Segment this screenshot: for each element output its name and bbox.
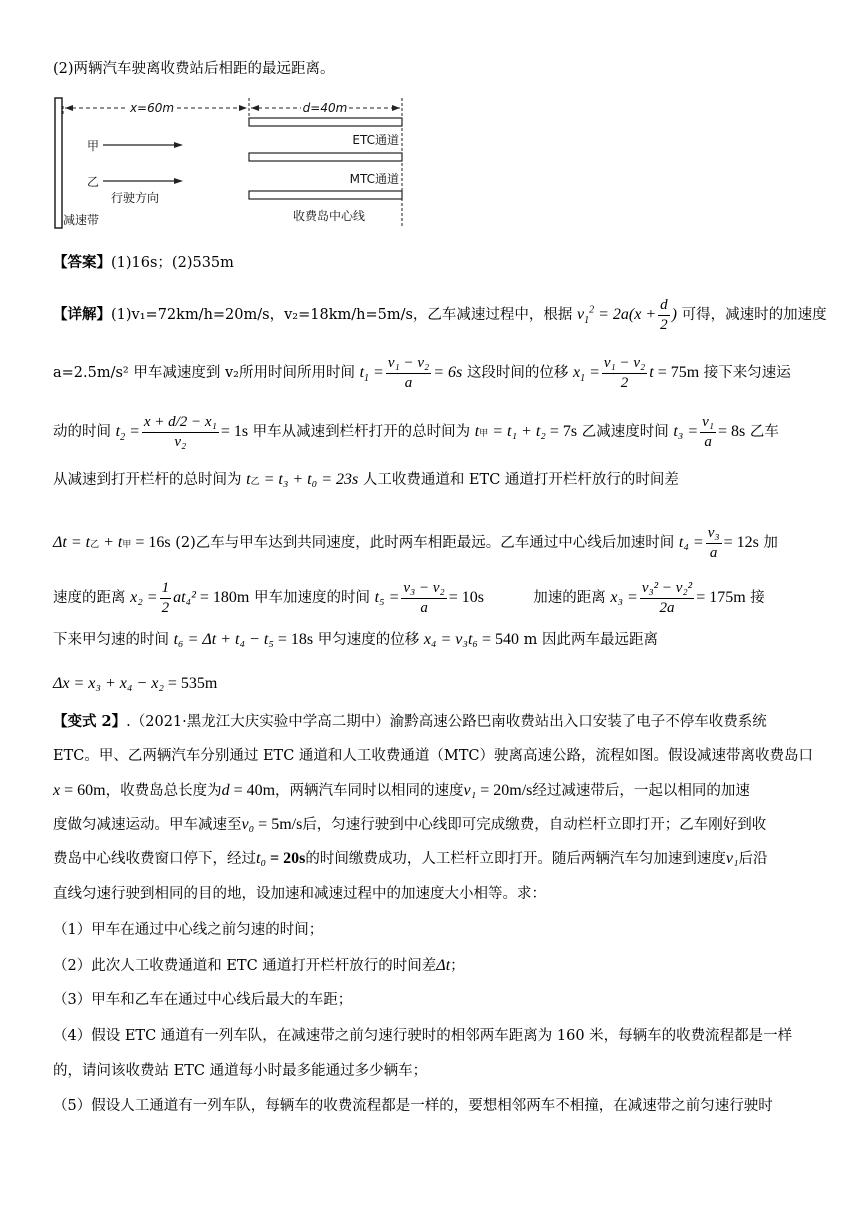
detail-line-4: 从减速到打开栏杆的总时间为 t乙 = t₃ + t₀ = 23s 人工收费通道和 ETC 通道打开栏杆放行的时间差: [53, 471, 679, 488]
detail-line-1: 【详解】(1)v₁=72km/h=20m/s，v₂=18km/h=5m/s，乙车减速过程中，根据 $v_1^2 = 2a(x$ + $\frac{d}{2}$ ) 可得，减速时的加速度: [53, 297, 827, 333]
frac-t3: $\frac{\text{v₁}}{a}$: [702, 414, 715, 450]
direction-label: 行驶方向: [111, 191, 160, 205]
detail-label: 【详解】: [53, 306, 111, 323]
formula-v1-squared: $v_1^2 = 2a(x$ +: [577, 304, 657, 327]
mtc-lane-label: MTC通道: [349, 172, 399, 186]
variant-label: 【变式 2】: [53, 713, 127, 730]
problem-line-4: 费岛中心线收费窗口停下，经过t₀ = 20s的时间缴费成功，人工栏杆立即打开。随后两辆汽车匀加速到速度v₁后沿: [53, 850, 768, 867]
problem-line-1: ETC。甲、乙两辆汽车分别通过 ETC 通道和人工收费通道（MTC）驶离高速公路，流程如图。假设减速带离收费岛口: [53, 748, 814, 764]
frac-d-over-2: $\frac{d}{2}$: [660, 297, 668, 333]
frac-t2: $\frac{\text{x + d/2 − x₁}}{\text{v₂}}$: [143, 414, 217, 450]
variant-source: .（2021·黑龙江大庆实验中学高二期中）渝黔高速公路巴南收费站出入口安装了电子不停车收费系统: [126, 714, 767, 730]
answer-label: 【答案】: [53, 254, 111, 271]
answer-line: [53, 256, 234, 271]
question-2-intro: (2)两辆汽车驶离收费站后相距的最远距离。: [53, 61, 335, 77]
speed-bump-label: 减速带: [63, 213, 100, 227]
sub-question-4-line-2: 的，请问该收费站 ETC 通道每小时最多能通过多少辆车；: [53, 1063, 428, 1079]
frac-half: $\frac{1}{2}$: [161, 580, 170, 616]
problem-line-5: 直线匀速行驶到相同的目的地，设加速和减速过程中的加速度大小相等。求：: [53, 886, 546, 902]
detail-line-2: a=2.5m/s² 甲车减速度到 v₂所用时间所用时间 $t_1$ = $\frac{\text{v₁ − v₂}}{a}$ = 6s 这段时间的位移 $x_1$ = $\frac{\text{v₁ − v₂}}{2}$ t = 75m 接下来匀速运: [53, 355, 791, 391]
frac-x3: $\frac{\text{v₃² − v₂²}}{2a}$: [641, 580, 693, 616]
lane-divider-bottom: [249, 191, 402, 199]
frac-t5: $\frac{\text{v₃ − v₂}}{a}$: [403, 580, 445, 616]
detail-line-6: 速度的距离 x₂ = $\frac{1}{2}$ at₄² = 180m 甲车加速度的时间 t₅ = $\frac{\text{v₃ − v₂}}{a}$ = 10s 加速的距离 x₃ = $\frac{\text{v₃² − v₂²}}{2a}$ = 175m 接: [53, 580, 765, 616]
sub-question-2: （2）此次人工收费通道和 ETC 通道打开栏杆放行的时间差Δt；: [53, 957, 465, 974]
frac-t4: $\frac{\text{v₃}}{a}$: [707, 525, 720, 561]
centerline-label: 收费岛中心线: [292, 209, 366, 223]
lane-divider-middle: [249, 153, 402, 161]
car-jia-label: 甲: [87, 139, 100, 153]
detail-line-8: Δx = x₃ + x₄ − x₂ = 535m: [53, 675, 218, 692]
problem-line-2: x = 60m，收费岛总长度为d = 40m，两辆汽车同时以相同的速度v₁ = 20m/s经过减速带后，一起以相同的加速: [53, 782, 750, 799]
sub-question-5: （5）假设人工通道有一列车队，每辆车的收费流程都是一样的，要想相邻两车不相撞，在减速带之前匀速行驶时: [53, 1098, 773, 1114]
lane-divider-top: [249, 118, 402, 126]
problem-line-3: 度做匀减速运动。甲车减速至v₀ = 5m/s后，匀速行驶到中心线即可完成缴费，自动栏杆立即打开；乙车刚好到收: [53, 816, 767, 833]
frac-t1: $\frac{\text{v₁ − v₂}}{a}$: [387, 355, 430, 391]
detail-line-5: Δt = t乙 + t甲 = 16s (2)乙车与甲车达到共同速度，此时两车相距最远。乙车通过中心线后加速时间 t₄ = $\frac{\text{v₃}}{a}$ = 12s 加: [53, 525, 778, 561]
car-yi-label: 乙: [87, 175, 100, 189]
detail-line-3: 动的时间 $t_2$ = $\frac{\text{x + d/2 − x₁}}{\text{v₂}}$ = 1s 甲车从减速到栏杆打开的总时间为 t甲 = t₁ + t₂ = 7s 乙减速度时间 t₃ = $\frac{\text{v₁}}{a}$ = 8s 乙车: [53, 414, 779, 450]
sub-question-4-line-1: （4）假设 ETC 通道有一列车队，在减速带之前匀速行驶时的相邻两车距离为 160 米，每辆车的收费流程都是一样: [53, 1028, 793, 1044]
x-dimension-label: x=60m: [129, 101, 175, 115]
detail-line-7: 下来甲匀速的时间 t₆ = Δt + t₄ − t₅ = 18s 甲匀速度的位移 x₄ = v₃t₆ = 540 m 因此两车最远距离: [53, 631, 658, 648]
variant-header-line: [53, 715, 767, 730]
speed-bump-bar: [55, 98, 62, 228]
sub-question-1: （1）甲车在通过中心线之前匀速的时间；: [53, 922, 324, 938]
sub-question-3: （3）甲车和乙车在通过中心线后最大的车距；: [53, 992, 353, 1008]
etc-lane-label: ETC通道: [352, 133, 399, 147]
frac-x1: $\frac{\text{v₁ − v₂}}{2}$: [603, 355, 646, 391]
toll-station-diagram: [53, 96, 409, 236]
d-dimension-label: d=40m: [302, 101, 348, 115]
answer-text: (1)16s；(2)535m: [111, 255, 234, 271]
